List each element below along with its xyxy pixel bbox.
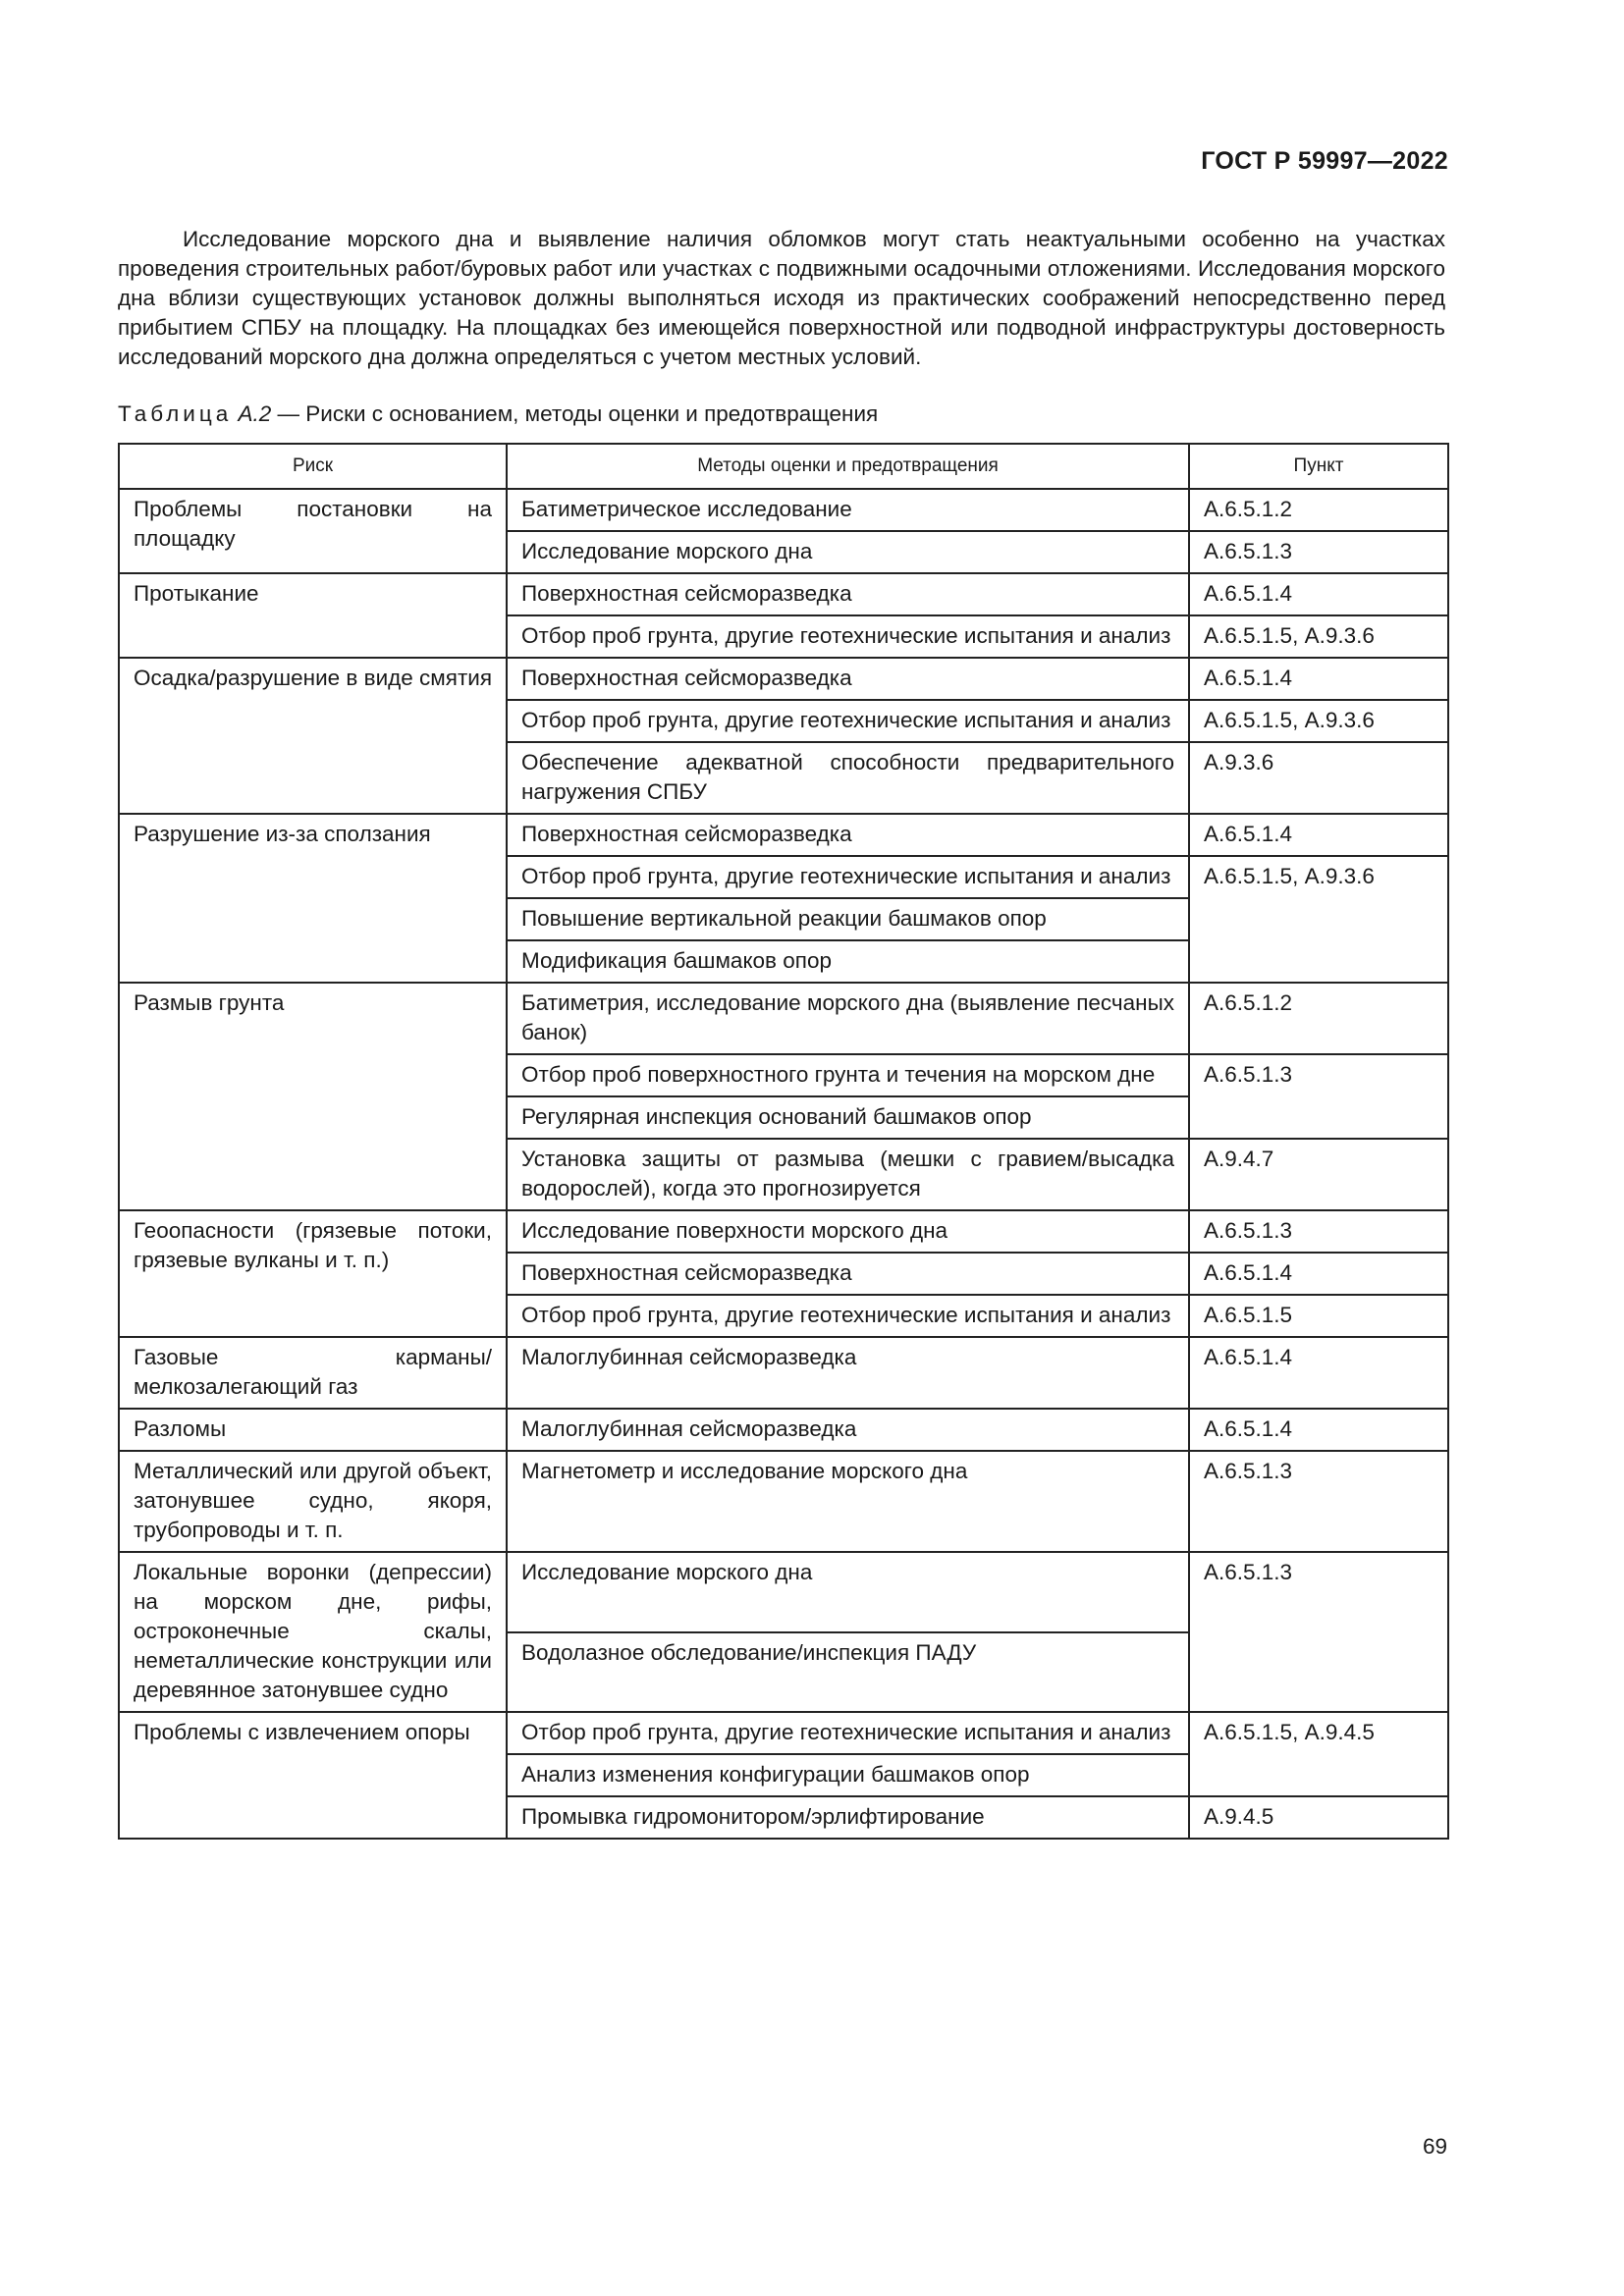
table-row (119, 573, 1448, 615)
risk-cell: Размыв грунта (119, 983, 507, 1210)
method-cell: Модификация башмаков опор (507, 940, 1189, 983)
method-cell: Батиметрическое исследование (507, 489, 1189, 531)
method-cell: Анализ изменения конфигурации башмаков опор (507, 1754, 1189, 1796)
clause-cell: А.9.4.7 (1189, 1139, 1448, 1210)
risk-cell: Осадка/разрушение в виде смятия (119, 658, 507, 814)
clause-cell: А.6.5.1.4 (1189, 814, 1448, 856)
clause-cell: А.6.5.1.4 (1189, 658, 1448, 700)
table-caption-number: А.2 (238, 401, 272, 426)
clause-cell: А.6.5.1.3 (1189, 1552, 1448, 1712)
method-cell: Обеспечение адекватной способности предварительного нагружения СПБУ (507, 742, 1189, 814)
header-clause: Пункт (1189, 444, 1448, 489)
risk-cell: Разломы (119, 1409, 507, 1451)
clause-cell: А.6.5.1.4 (1189, 573, 1448, 615)
table-row (119, 1712, 1448, 1754)
clause-cell: А.6.5.1.3 (1189, 1451, 1448, 1552)
risks-table (118, 443, 1449, 1840)
method-cell: Исследование морского дна (507, 1552, 1189, 1632)
table-body (119, 489, 1448, 1839)
method-cell: Отбор проб грунта, другие геотехнические испытания и анализ (507, 1712, 1189, 1754)
clause-cell: А.6.5.1.5, А.9.3.6 (1189, 700, 1448, 742)
risk-cell: Металлический или другой объект, затонувшее судно, якоря, трубопроводы и т. п. (119, 1451, 507, 1552)
risk-cell: Геоопасности (грязевые потоки, грязевые вулканы и т. п.) (119, 1210, 507, 1337)
method-cell: Регулярная инспекция оснований башмаков опор (507, 1096, 1189, 1139)
table-row (119, 1337, 1448, 1409)
method-cell: Водолазное обследование/инспекция ПАДУ (507, 1632, 1189, 1713)
clause-cell: А.6.5.1.5 (1189, 1295, 1448, 1337)
clause-cell: А.6.5.1.5, А.9.3.6 (1189, 856, 1448, 983)
table-caption-word: Таблица (118, 401, 233, 426)
table-row (119, 1409, 1448, 1451)
document-code: ГОСТ Р 59997—2022 (1201, 147, 1448, 175)
header-methods: Методы оценки и предотвращения (507, 444, 1189, 489)
method-cell: Исследование морского дна (507, 531, 1189, 573)
method-cell: Установка защиты от размыва (мешки с гравием/высадка водорослей), когда это прогнозируется (507, 1139, 1189, 1210)
clause-cell: А.9.4.5 (1189, 1796, 1448, 1839)
header-risk: Риск (119, 444, 507, 489)
clause-cell: А.6.5.1.4 (1189, 1409, 1448, 1451)
method-cell: Поверхностная сейсморазведка (507, 658, 1189, 700)
clause-cell: А.6.5.1.4 (1189, 1253, 1448, 1295)
method-cell: Исследование поверхности морского дна (507, 1210, 1189, 1253)
method-cell: Промывка гидромонитором/эрлифтирование (507, 1796, 1189, 1839)
method-cell: Отбор проб поверхностного грунта и течения на морском дне (507, 1054, 1189, 1096)
intro-paragraph: Исследование морского дна и выявление наличия обломков могут стать неактуальными особенно на участках проведения строительных работ/буровых работ или участках с подвижными осадочными отложениями. Исследования морского дна вблизи существующих установок должны выполняться исходя из практических соображений непосредственно перед прибытием СПБУ на площадку. На площадках без имеющейся поверхностной или подводной инфраструктуры достоверность исследований морского дна должна определяться с учетом местных условий. (118, 227, 1445, 369)
clause-cell: А.6.5.1.2 (1189, 983, 1448, 1054)
table-row (119, 1210, 1448, 1253)
risk-cell: Локальные воронки (депрессии) на морском дне, рифы, остроконечные скалы, неметаллические конструкции или деревянное затонувшее судно (119, 1552, 507, 1712)
risk-cell: Протыкание (119, 573, 507, 658)
table-row (119, 1451, 1448, 1552)
method-cell: Повышение вертикальной реакции башмаков опор (507, 898, 1189, 940)
risk-cell: Проблемы с извлечением опоры (119, 1712, 507, 1839)
table-caption (118, 401, 878, 427)
risk-cell: Разрушение из-за сползания (119, 814, 507, 983)
table-row (119, 658, 1448, 700)
clause-cell: А.9.3.6 (1189, 742, 1448, 814)
method-cell: Малоглубинная сейсморазведка (507, 1409, 1189, 1451)
method-cell: Малоглубинная сейсморазведка (507, 1337, 1189, 1409)
method-cell: Отбор проб грунта, другие геотехнические испытания и анализ (507, 615, 1189, 658)
method-cell: Магнетометр и исследование морского дна (507, 1451, 1189, 1552)
clause-cell: А.6.5.1.3 (1189, 1054, 1448, 1139)
page-number: 69 (1422, 2134, 1447, 2159)
clause-cell: А.6.5.1.3 (1189, 1210, 1448, 1253)
table-row (119, 489, 1448, 531)
table-row (119, 1552, 1448, 1632)
method-cell: Поверхностная сейсморазведка (507, 573, 1189, 615)
method-cell: Отбор проб грунта, другие геотехнические испытания и анализ (507, 700, 1189, 742)
method-cell: Отбор проб грунта, другие геотехнические испытания и анализ (507, 856, 1189, 898)
clause-cell: А.6.5.1.4 (1189, 1337, 1448, 1409)
risk-cell: Проблемы постановки на площадку (119, 489, 507, 573)
table-row (119, 814, 1448, 856)
clause-cell: А.6.5.1.5, А.9.3.6 (1189, 615, 1448, 658)
method-cell: Поверхностная сейсморазведка (507, 1253, 1189, 1295)
table-header-row (119, 444, 1448, 489)
risk-cell: Газовые карманы/мелкозалегающий газ (119, 1337, 507, 1409)
method-cell: Отбор проб грунта, другие геотехнические испытания и анализ (507, 1295, 1189, 1337)
clause-cell: А.6.5.1.3 (1189, 531, 1448, 573)
method-cell: Батиметрия, исследование морского дна (выявление песчаных банок) (507, 983, 1189, 1054)
method-cell: Поверхностная сейсморазведка (507, 814, 1189, 856)
clause-cell: А.6.5.1.2 (1189, 489, 1448, 531)
clause-cell: А.6.5.1.5, А.9.4.5 (1189, 1712, 1448, 1796)
table-row (119, 983, 1448, 1054)
table-caption-title: — Риски с основанием, методы оценки и предотвращения (271, 401, 879, 426)
